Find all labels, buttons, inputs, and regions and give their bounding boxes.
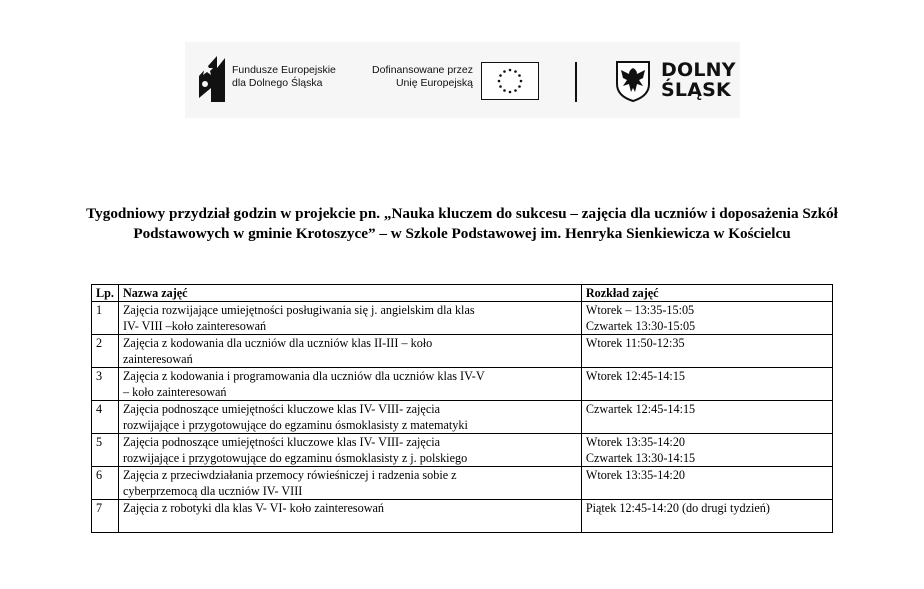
cell-schedule — [581, 335, 832, 368]
schedule-line: Wtorek 13:35-14:20 — [585, 435, 686, 449]
name-line: Zajęcia podnoszące umiejętności kluczowe klas IV- VIII- zajęcia — [122, 435, 441, 449]
cell-schedule — [581, 302, 832, 335]
schedule-line: Wtorek 12:45-14:15 — [585, 369, 686, 383]
table-row — [92, 302, 833, 335]
wordmark-line1: DOLNY — [661, 59, 736, 81]
eu-cofinance-text — [365, 64, 473, 90]
eu-cofinance-line1: Dofinansowane przez — [372, 64, 473, 76]
logo-banner — [185, 42, 740, 118]
schedule-line — [586, 516, 828, 532]
name-line: rozwijające i przygotowujące do egzaminu ósmoklasisty z matematyki — [122, 418, 468, 432]
cell-schedule — [581, 500, 832, 533]
schedule-line: Czwartek 13:30-14:15 — [585, 451, 696, 465]
name-line: cyberprzemocą dla uczniów IV- VIII — [122, 484, 303, 498]
schedule-line — [586, 384, 828, 400]
name-line: Zajęcia z kodowania i programowania dla uczniów dla uczniów klas IV-V — [122, 369, 485, 383]
document-title — [20, 204, 904, 244]
cell-lp: 6 — [92, 467, 119, 500]
name-line: rozwijające i przygotowujące do egzaminu ósmoklasisty z j. polskiego — [122, 451, 468, 465]
table-row — [92, 401, 833, 434]
funds-logo-line1: Fundusze Europejskie — [232, 64, 336, 76]
eu-flag-icon — [481, 62, 539, 100]
cell-lp: 7 — [92, 500, 119, 533]
table-row — [92, 368, 833, 401]
cell-lp: 3 — [92, 368, 119, 401]
cell-name — [118, 401, 581, 434]
name-line: zainteresowań — [122, 352, 193, 366]
schedule-line — [586, 483, 828, 499]
cell-lp: 1 — [92, 302, 119, 335]
name-line — [123, 516, 577, 532]
cell-schedule — [581, 467, 832, 500]
table-header-row — [92, 285, 833, 302]
table-row — [92, 467, 833, 500]
header-lp: Lp. — [92, 285, 119, 302]
cell-name — [118, 302, 581, 335]
title-line1: Tygodniowy przydział godzin w projekcie pn. „Nauka kluczem do sukcesu – zajęcia dla uczniów i doposażenia Szkół — [86, 205, 838, 222]
name-line: Zajęcia podnoszące umiejętności kluczowe klas IV- VIII- zajęcia — [122, 402, 441, 416]
cell-name — [118, 434, 581, 467]
schedule-line: Wtorek – 13:35-15:05 — [585, 303, 695, 317]
eu-cofinance-line2: Unię Europejską — [395, 77, 473, 89]
eagle-emblem-icon — [615, 60, 651, 102]
wordmark-line2: ŚLĄSK — [661, 79, 731, 101]
cell-schedule — [581, 368, 832, 401]
cell-name — [118, 335, 581, 368]
name-line: Zajęcia z robotyki dla klas V- VI- koło zainteresowań — [122, 501, 385, 515]
name-line: IV- VIII –koło zainteresowań — [122, 319, 267, 333]
title-line2: Podstawowych w gminie Krotoszyce” – w Szkole Podstawowej im. Henryka Sienkiewicza w Kościelcu — [133, 225, 791, 242]
schedule-line: Wtorek 11:50-12:35 — [585, 336, 685, 350]
header-name: Nazwa zajęć — [118, 285, 581, 302]
logo-divider — [575, 62, 577, 102]
cell-name — [118, 467, 581, 500]
cell-lp: 5 — [92, 434, 119, 467]
schedule-table — [91, 284, 833, 533]
cell-name — [118, 500, 581, 533]
schedule-line — [586, 417, 828, 433]
schedule-line: Wtorek 13:35-14:20 — [585, 468, 686, 482]
cell-schedule — [581, 401, 832, 434]
name-line: Zajęcia rozwijające umiejętności posługiwania się j. angielskim dla klas — [122, 303, 475, 317]
schedule-line: Czwartek 12:45-14:15 — [585, 402, 696, 416]
cell-name — [118, 368, 581, 401]
name-line: Zajęcia z przeciwdziałania przemocy rówieśniczej i radzenia sobie z — [122, 468, 457, 482]
funds-logo-text — [232, 64, 336, 90]
name-line: – koło zainteresowań — [122, 385, 227, 399]
table-row — [92, 500, 833, 533]
header-schedule: Rozkład zajęć — [581, 285, 832, 302]
table-row — [92, 335, 833, 368]
funds-logo-icon — [197, 54, 227, 104]
schedule-line — [586, 351, 828, 367]
funds-logo-line2: dla Dolnego Śląska — [232, 77, 323, 89]
schedule-line: Czwartek 13:30-15:05 — [585, 319, 696, 333]
dolny-slask-wordmark — [661, 60, 736, 100]
cell-lp: 2 — [92, 335, 119, 368]
cell-schedule — [581, 434, 832, 467]
schedule-line: Piątek 12:45-14:20 (do drugi tydzień) — [585, 501, 770, 515]
cell-lp: 4 — [92, 401, 119, 434]
table-row — [92, 434, 833, 467]
name-line: Zajęcia z kodowania dla uczniów dla uczniów klas II-III – koło — [122, 336, 433, 350]
